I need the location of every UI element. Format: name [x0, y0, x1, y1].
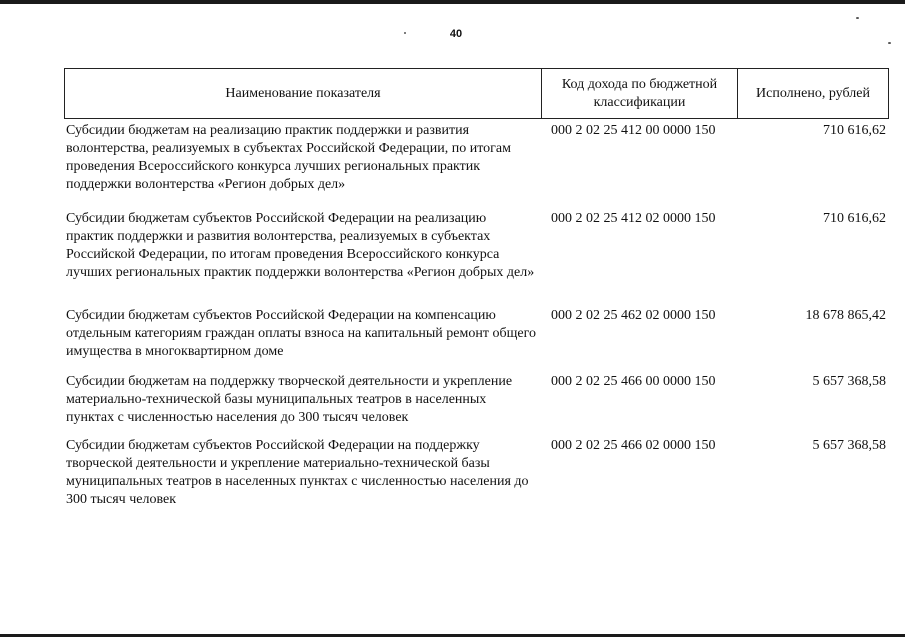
row-code: 000 2 02 25 466 02 0000 150 [551, 438, 716, 453]
header-code: Код дохода по бюджетной классификации [542, 69, 738, 118]
scan-speck [404, 32, 406, 34]
row-executed: 710 616,62 [823, 123, 886, 138]
row-name: Субсидии бюджетам субъектов Российской Федерации на компенсацию отдельным категориям граждан оплаты взноса на капитальный ремонт общего имущества в многоквартирном доме [66, 308, 536, 359]
row-executed: 5 657 368,58 [812, 374, 886, 389]
row-code: 000 2 02 25 462 02 0000 150 [551, 308, 716, 323]
row-name: Субсидии бюджетам субъектов Российской Федерации на реализацию практик поддержки и развития волонтерства, реализуемых в субъектах Российской Федерации, по итогам проведения Всероссийского конкурса лучших региональных практик поддержки волонтерства «Регион добрых дел» [66, 211, 535, 280]
bottom-border-line [0, 634, 905, 637]
row-code: 000 2 02 25 466 00 0000 150 [551, 374, 716, 389]
scan-speck [856, 17, 859, 19]
row-name: Субсидии бюджетам на реализацию практик поддержки и развития волонтерства, реализуемых в субъектах Российской Федерации, по итогам проведения Всероссийского конкурса лучших региональных практик поддержки волонтерства «Регион добрых дел» [66, 123, 511, 192]
header-name: Наименование показателя [65, 69, 542, 118]
row-code: 000 2 02 25 412 00 0000 150 [551, 123, 716, 138]
row-executed: 710 616,62 [823, 211, 886, 226]
row-name: Субсидии бюджетам на поддержку творческой деятельности и укрепление материально-технической базы муниципальных театров в населенных пунктах с численностью населения до 300 тысяч человек [66, 374, 513, 425]
page-number: 40 [449, 28, 463, 40]
table-header [64, 68, 889, 119]
row-code: 000 2 02 25 412 02 0000 150 [551, 211, 716, 226]
row-executed: 5 657 368,58 [812, 438, 886, 453]
row-name: Субсидии бюджетам субъектов Российской Федерации на поддержку творческой деятельности и укрепление материально-технической базы муниципальных театров в населенных пунктах с численностью населения до 300 тысяч человек [66, 438, 529, 507]
row-executed: 18 678 865,42 [805, 308, 886, 323]
header-executed: Исполнено, рублей [756, 85, 870, 101]
top-border-line [0, 0, 905, 4]
scan-speck [888, 42, 891, 44]
